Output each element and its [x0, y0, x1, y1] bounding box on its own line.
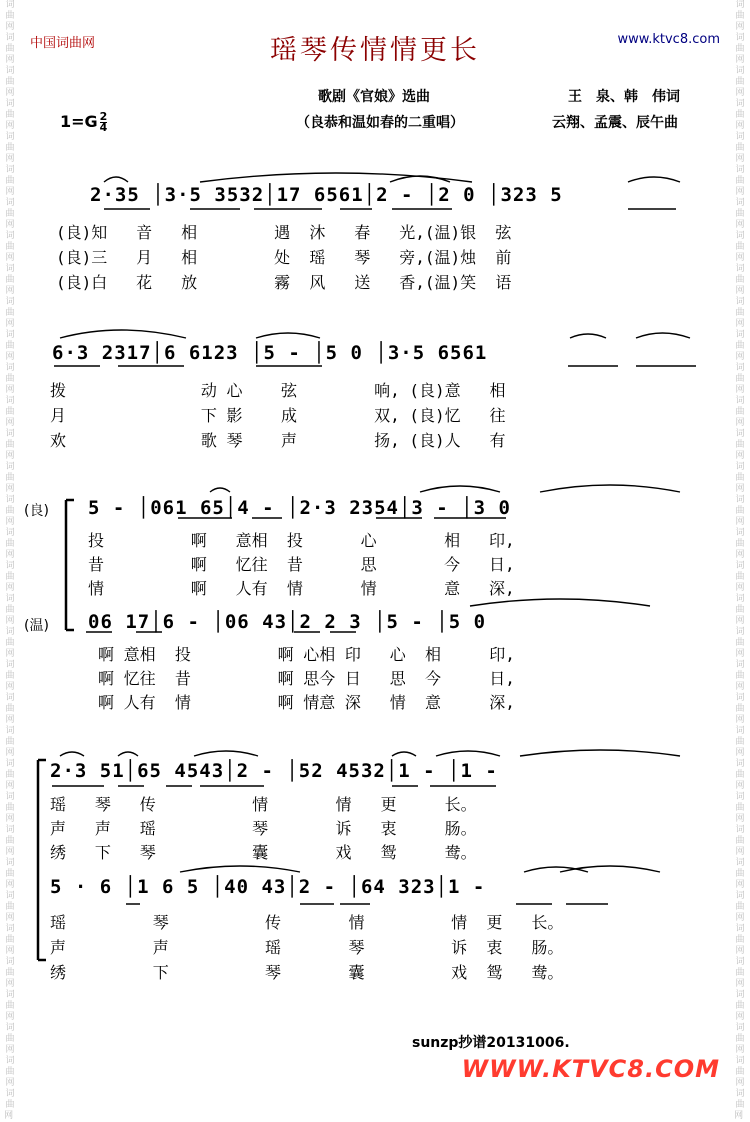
score-row-1-lyric-1: (良)知 音 相 遇 沐 春 光,(温)银 弦: [56, 223, 512, 242]
tie-mark: [636, 333, 690, 338]
score-row-3-lyric-1: 投 啊 意相 投 心 相 印,: [88, 531, 515, 550]
score-row-6-lyric-1: 瑶 琴 传 情 情 更 长。: [50, 913, 564, 932]
performers: （良恭和温如春的二重唱）: [296, 115, 464, 131]
tie-mark: [392, 752, 416, 756]
tie-mark: [570, 334, 606, 338]
lyricists: 王 泉、韩 伟词: [568, 89, 680, 105]
score-row-4-notes: 06 17│6 - │06 43│2 2 3 │5 - │5 0: [88, 611, 487, 633]
tie-mark: [256, 333, 320, 338]
side-watermark-left: 词曲网 词曲网 词曲网 词曲网 词曲网 词曲网 词曲网 词曲网 词曲网 词曲网 词曲网 词曲网 词曲网 词曲网 词曲网 词曲网 词曲网 词曲网 词曲网 词曲网 词曲网 词曲网 词曲网 词曲网 词曲网 词曲网 词曲网 词曲网 词曲网 词曲网 词曲网 词曲网 词曲网 词曲网: [4, 0, 18, 1121]
site-url-right[interactable]: www.ktvc8.com: [617, 32, 720, 47]
tie-mark: [210, 488, 230, 492]
meter-top: 2: [99, 110, 108, 123]
composers: 云翔、孟震、辰午曲: [552, 115, 678, 131]
tie-mark: [104, 177, 128, 182]
transcriber-credit: sunzp抄谱20131006.: [412, 1035, 570, 1051]
tie-mark: [118, 752, 138, 756]
tie-mark: [628, 177, 680, 182]
score-row-2-lyric-2: 月 下 影 成 双, (良)忆 往: [50, 406, 506, 425]
opera-source: 歌剧《官娘》选曲: [318, 89, 430, 105]
part-label-liang: (良): [24, 503, 49, 519]
part-label-wen: (温): [24, 618, 49, 634]
score-row-3-lyric-3: 情 啊 人有 情 情 意 深,: [88, 579, 515, 598]
key-label: 1=G: [60, 112, 98, 131]
score-row-1-notes: 2·35 │3·5 3532│17 6561│2 - │2 0 │323 5: [90, 184, 563, 206]
part-bracket: [38, 760, 46, 960]
tie-mark: [470, 599, 650, 606]
tie-mark: [60, 752, 84, 756]
score-row-5-notes: 2·3 51│65 4543│2 - │52 4532│1 - │1 -: [50, 760, 498, 782]
site-name-left[interactable]: 中国词曲网: [30, 36, 96, 51]
part-bracket: [66, 500, 74, 630]
tie-mark: [436, 751, 500, 756]
score-row-1-lyric-3: (良)白 花 放 霧 风 送 香,(温)笑 语: [56, 273, 512, 292]
score-row-4-lyric-3: 啊 人有 情 啊 情意 深 情 意 深,: [98, 693, 515, 712]
score-row-6-lyric-3: 绣 下 琴 囊 戏 鸳 鸯。: [50, 963, 564, 982]
score-row-5-lyric-2: 声 声 瑶 琴 诉 衷 肠。: [50, 819, 477, 838]
side-watermark-right: 词曲网 词曲网 词曲网 词曲网 词曲网 词曲网 词曲网 词曲网 词曲网 词曲网 词曲网 词曲网 词曲网 词曲网 词曲网 词曲网 词曲网 词曲网 词曲网 词曲网 词曲网 词曲网 词曲网 词曲网 词曲网 词曲网 词曲网 词曲网 词曲网 词曲网 词曲网 词曲网 词曲网 词曲网: [734, 0, 748, 1121]
score-row-1-lyric-2: (良)三 月 相 处 瑶 琴 旁,(温)烛 前: [56, 248, 512, 267]
score-row-2-notes: 6·3 2317│6 6123 │5 - │5 0 │3·5 6561: [52, 342, 488, 364]
tie-mark: [560, 866, 660, 872]
song-title: 瑶琴传情情更长: [270, 35, 480, 66]
tie-mark: [520, 750, 680, 756]
score-row-5-lyric-1: 瑶 琴 传 情 情 更 长。: [50, 795, 477, 814]
score-row-2-lyric-3: 欢 歌 琴 声 扬, (良)人 有: [50, 431, 506, 450]
tie-mark: [60, 330, 186, 338]
score-row-4-lyric-2: 啊 忆往 昔 啊 思今 日 思 今 日,: [98, 669, 515, 688]
score-row-6-lyric-2: 声 声 瑶 琴 诉 衷 肠。: [50, 938, 564, 957]
tie-mark: [420, 486, 500, 492]
score-row-2-lyric-1: 拨 动 心 弦 响, (良)意 相: [50, 381, 506, 400]
score-row-3-lyric-2: 昔 啊 忆往 昔 思 今 日,: [88, 555, 515, 574]
site-logo[interactable]: WWW.KTVC8.COM: [461, 1055, 720, 1083]
tie-mark: [180, 866, 300, 872]
score-row-3-notes: 5 - │061 65│4 - │2·3 2354│3 - │3 0: [88, 497, 511, 519]
tie-mark: [540, 485, 680, 492]
score-row-4-lyric-1: 啊 意相 投 啊 心相 印 心 相 印,: [98, 645, 515, 664]
meter-bottom: 4: [99, 121, 108, 134]
score-row-5-lyric-3: 绣 下 琴 囊 戏 鸳 鸯。: [50, 843, 477, 862]
score-row-6-notes: 5 · 6 │1 6 5 │40 43│2 - │64 323│1 -: [50, 876, 486, 898]
tie-mark: [194, 751, 258, 756]
